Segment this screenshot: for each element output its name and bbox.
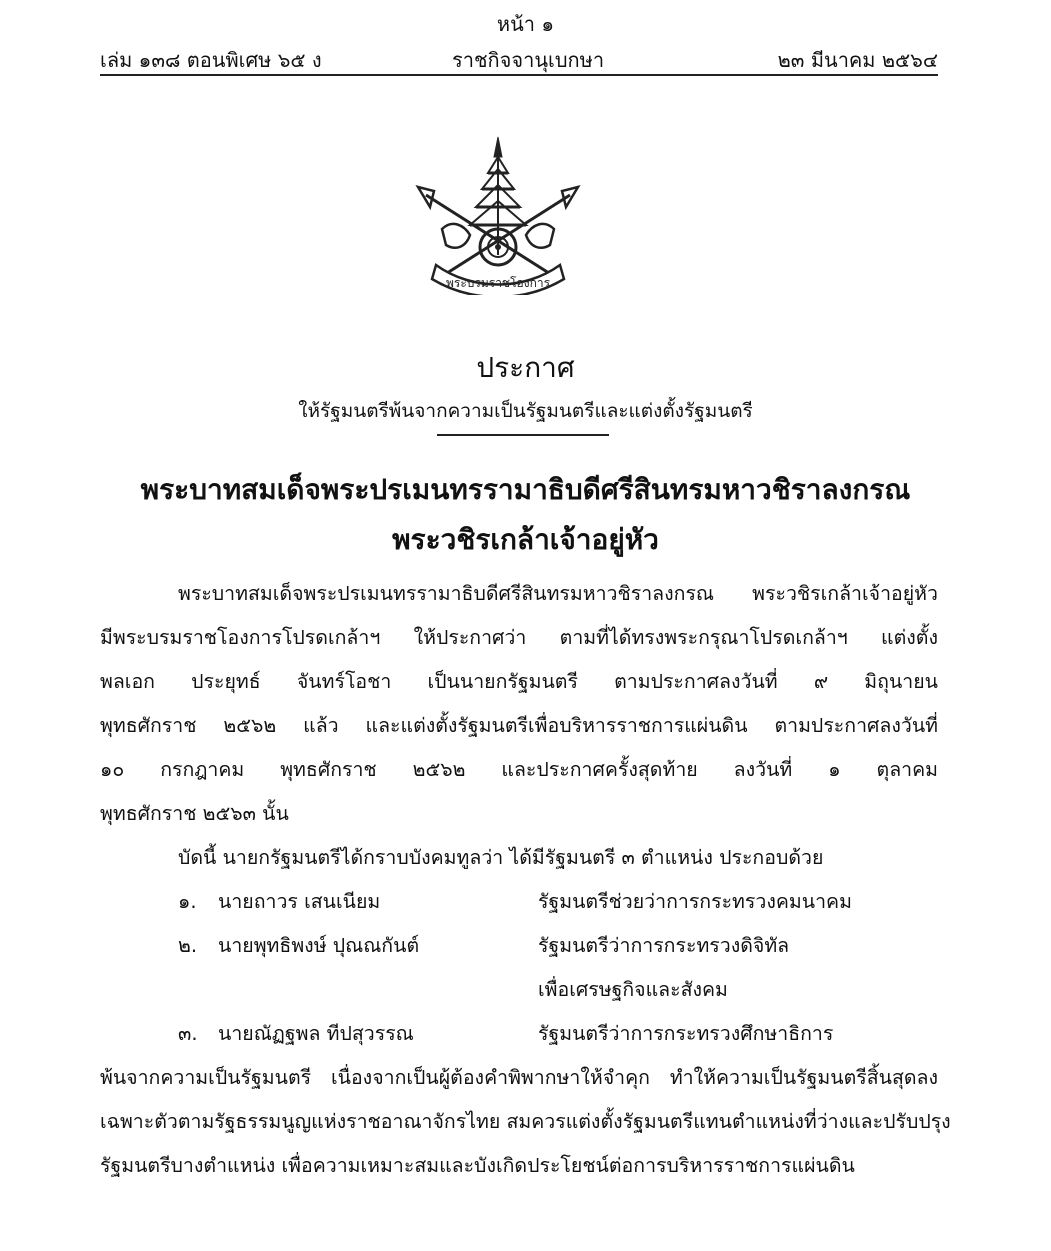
ribbon-text: พระบรมราชโองการ	[445, 276, 551, 290]
intro-line: พระบาทสมเด็จพระปรเมนทรรามาธิบดีศรีสินทรมหาวชิราลงกรณ พระวชิรเกล้าเจ้าอยู่หัว	[178, 582, 938, 605]
report-line: บัดนี้ นายกรัฐมนตรีได้กราบบังคมทูลว่า ได้มีรัฐมนตรี ๓ ตำแหน่ง ประกอบด้วย	[178, 846, 824, 869]
closing-line: รัฐมนตรีบางตำแหน่ง เพื่อความเหมาะสมและบังเกิดประโยชน์ต่อการบริหารราชการแผ่นดิน	[100, 1154, 855, 1177]
gazette-name: ราชกิจจานุเบกษา	[452, 48, 605, 72]
minister-position: รัฐมนตรีว่าการกระทรวงศึกษาธิการ	[538, 1022, 834, 1045]
gazette-header	[100, 44, 938, 76]
minister-number: ๓.	[178, 1022, 198, 1045]
king-name-line-1: พระบาทสมเด็จพระปรเมนทรรามาธิบดีศรีสินทรมหาวชิราลงกรณ	[140, 473, 911, 506]
minister-name: นายณัฏฐพล ทีปสุวรรณ	[218, 1022, 414, 1045]
publication-date: ๒๓ มีนาคม ๒๕๖๔	[777, 48, 938, 72]
royal-seal-icon	[412, 135, 584, 295]
intro-line: พุทธศักราช ๒๕๖๓ นั้น	[100, 802, 289, 825]
announcement-subtitle: ให้รัฐมนตรีพ้นจากความเป็นรัฐมนตรีและแต่งตั้งรัฐมนตรี	[298, 400, 753, 422]
minister-number: ๑.	[178, 890, 197, 913]
announcement-title: ประกาศ	[476, 351, 575, 384]
closing-line: พ้นจากความเป็นรัฐมนตรี เนื่องจากเป็นผู้ต้องคำพิพากษาให้จำคุก ทำให้ความเป็นรัฐมนตรีสิ้นสุดลง	[100, 1066, 938, 1089]
minister-number: ๒.	[178, 934, 198, 957]
minister-position: รัฐมนตรีช่วยว่าการกระทรวงคมนาคม	[538, 890, 852, 913]
minister-name: นายถาวร เสนเนียม	[218, 890, 381, 913]
minister-name: นายพุทธิพงษ์ ปุณณกันต์	[218, 934, 420, 957]
minister-position-cont: เพื่อเศรษฐกิจและสังคม	[538, 978, 728, 1001]
king-name-line-2: พระวชิรเกล้าเจ้าอยู่หัว	[392, 523, 659, 556]
page-number: หน้า ๑	[496, 12, 555, 36]
intro-line: พลเอก ประยุทธ์ จันทร์โอชา เป็นนายกรัฐมนตรี ตามประกาศลงวันที่ ๙ มิถุนายน	[100, 670, 938, 693]
volume-info: เล่ม ๑๓๘ ตอนพิเศษ ๖๕ ง	[100, 48, 322, 72]
title-divider	[437, 434, 609, 436]
intro-line: ๑๐ กรกฎาคม พุทธศักราช ๒๕๖๒ และประกาศครั้งสุดท้าย ลงวันที่ ๑ ตุลาคม	[100, 758, 938, 781]
intro-line: มีพระบรมราชโองการโปรดเกล้าฯ ให้ประกาศว่า ตามที่ได้ทรงพระกรุณาโปรดเกล้าฯ แต่งตั้ง	[100, 626, 938, 649]
intro-line: พุทธศักราช ๒๕๖๒ แล้ว และแต่งตั้งรัฐมนตรีเพื่อบริหารราชการแผ่นดิน ตามประกาศลงวันที่	[100, 714, 938, 737]
minister-position: รัฐมนตรีว่าการกระทรวงดิจิทัล	[538, 934, 790, 957]
closing-line: เฉพาะตัวตามรัฐธรรมนูญแห่งราชอาณาจักรไทย สมควรแต่งตั้งรัฐมนตรีแทนตำแหน่งที่ว่างและปรับปรุง	[100, 1110, 951, 1133]
